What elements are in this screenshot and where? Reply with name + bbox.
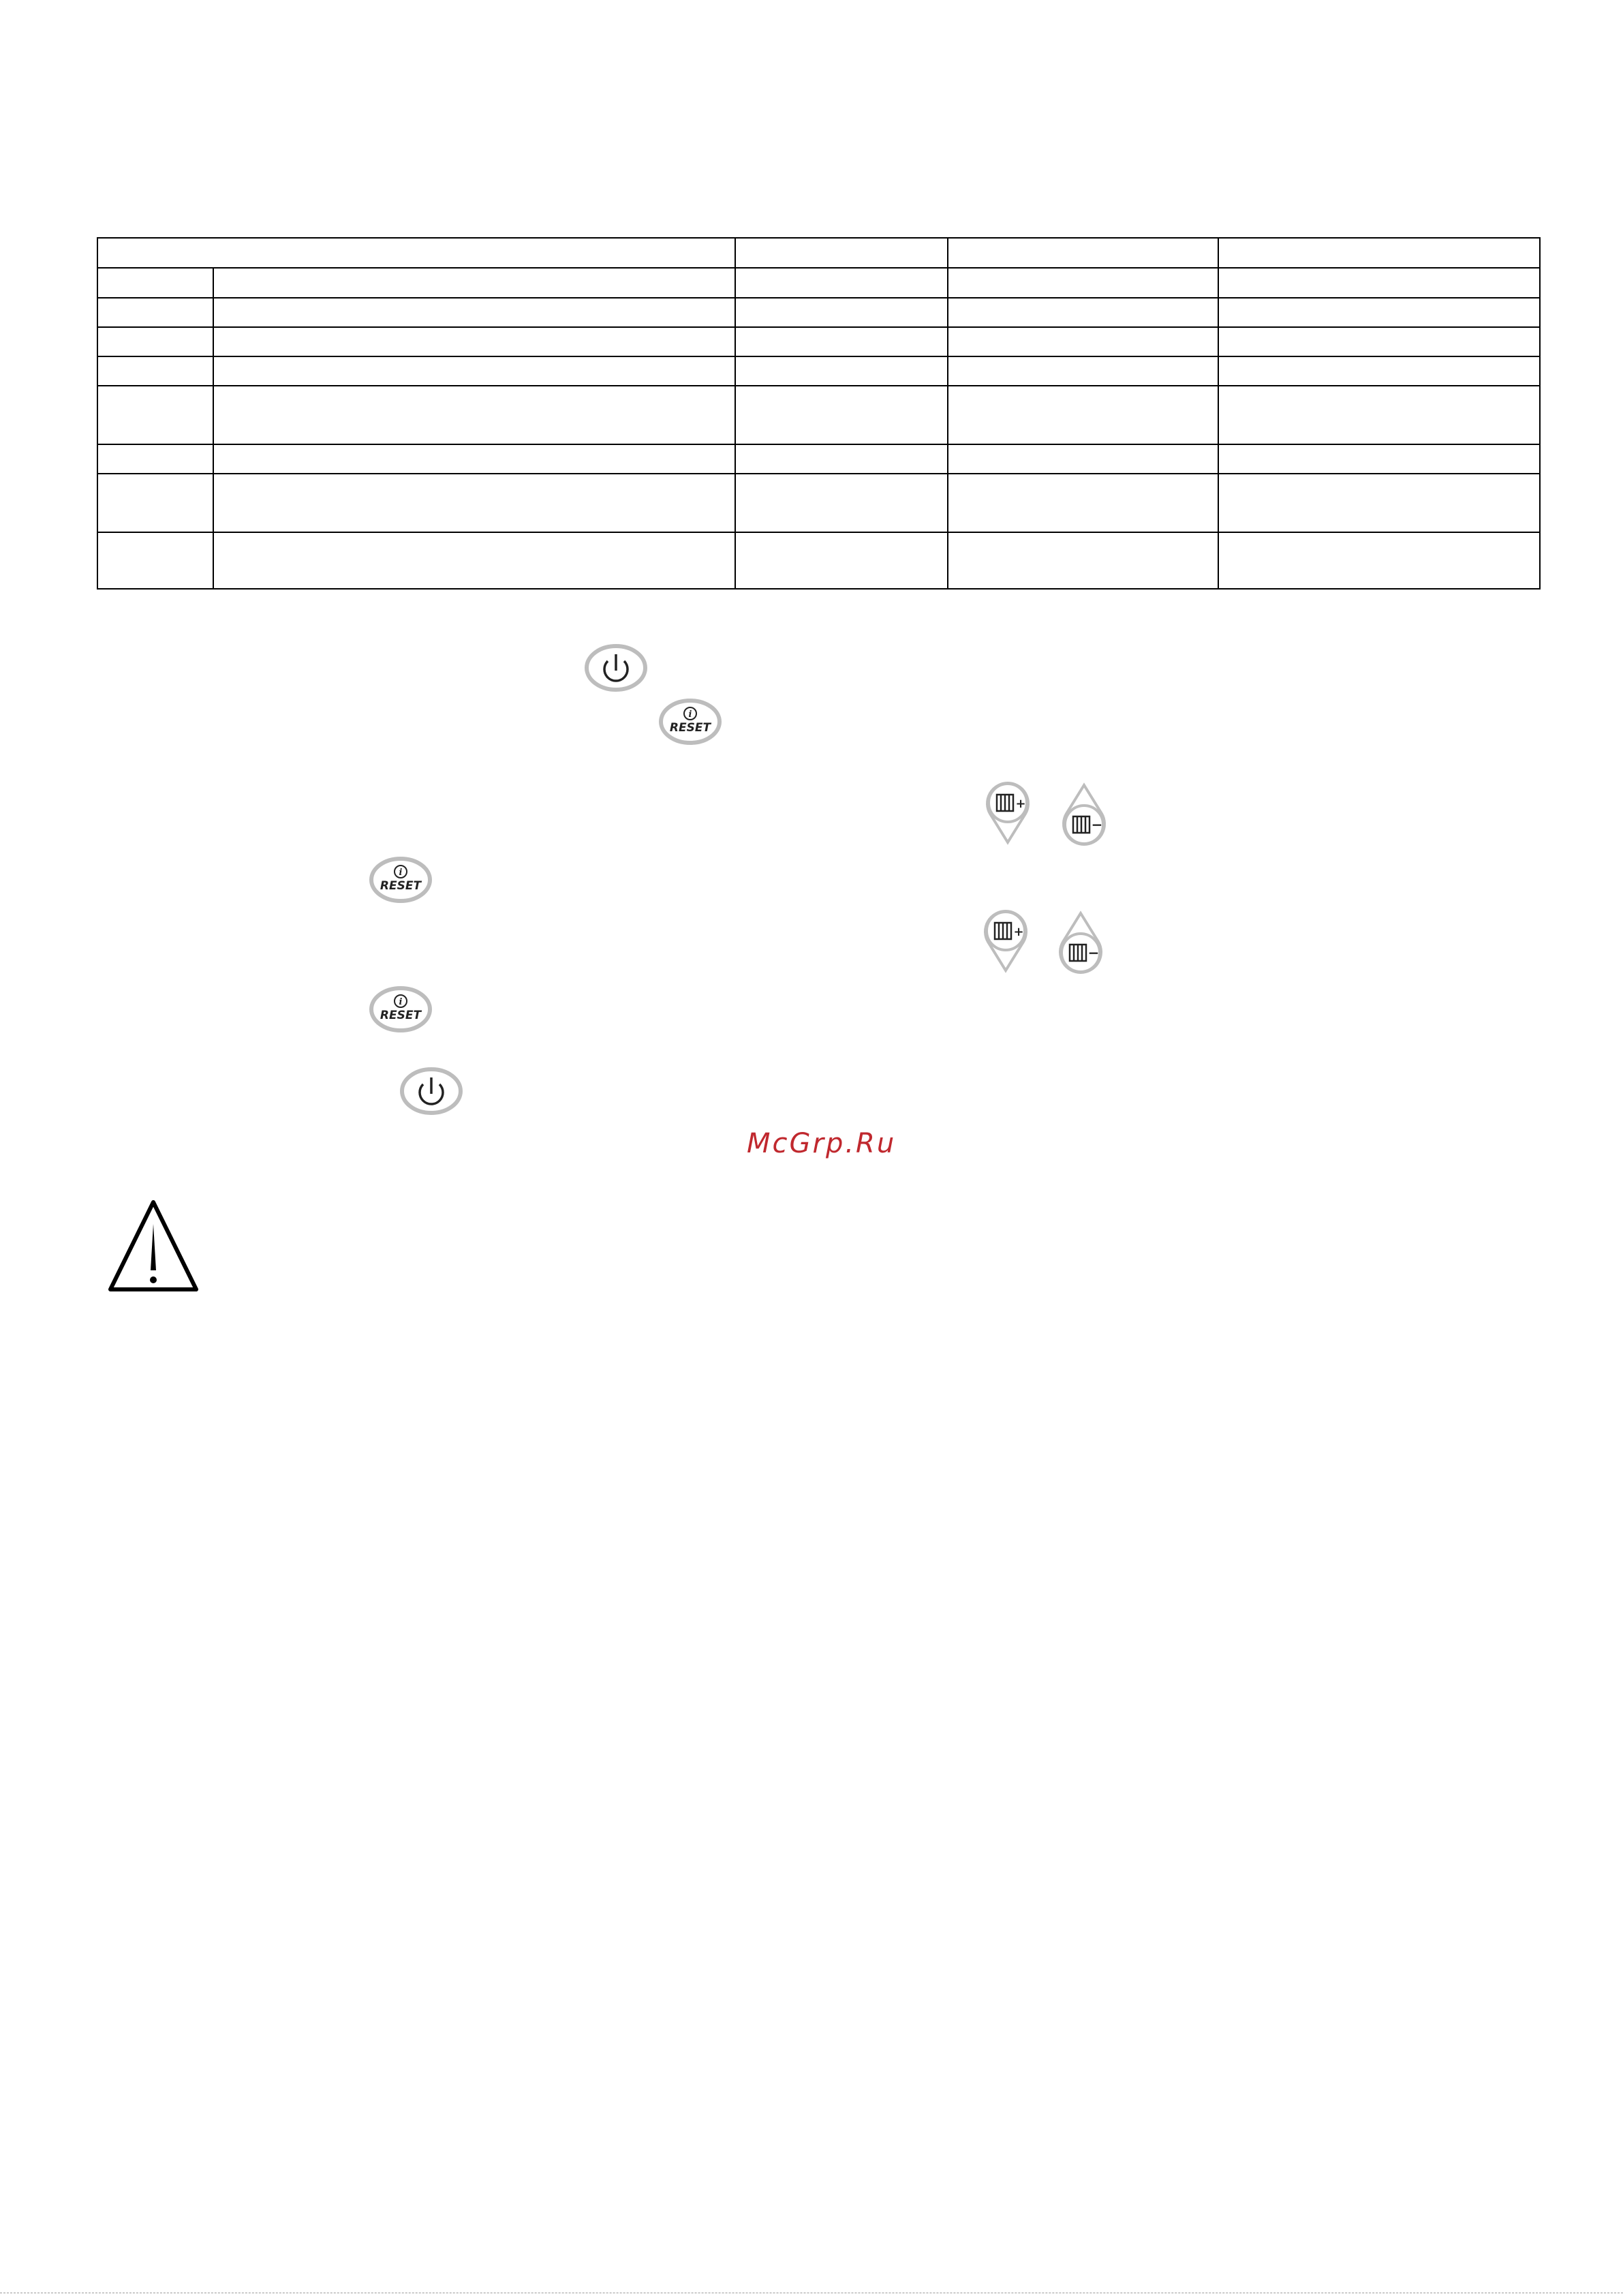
info-reset-icon [369,856,433,904]
radiator-plus-icon [983,780,1032,845]
svg-text:RESET: RESET [380,879,422,893]
power-icon [584,643,648,692]
svg-text:RESET: RESET [380,1009,422,1022]
table-row-divider [98,297,1539,299]
table-row-divider [98,267,1539,269]
table-col-divider [735,239,736,588]
table-row-divider [98,444,1539,445]
table-col-divider [947,239,948,588]
table-row-divider [98,356,1539,357]
svg-text:i: i [399,997,403,1007]
warning-triangle-icon [108,1199,199,1292]
table-row-divider [98,532,1539,533]
info-reset-icon [369,985,433,1033]
radiator-minus-icon [1056,910,1105,976]
info-reset-icon [658,698,722,746]
parameter-table [97,237,1541,590]
svg-text:−: − [1091,816,1103,833]
table-row-divider [98,385,1539,386]
svg-text:−: − [1087,945,1100,961]
table-row-divider [98,326,1539,328]
table-col-divider [213,267,214,588]
svg-text:RESET: RESET [669,721,711,735]
radiator-minus-icon [1060,782,1109,848]
table-col-divider [1218,239,1219,588]
svg-text:i: i [399,868,403,878]
table-row-divider [98,473,1539,474]
svg-text:i: i [688,709,692,720]
svg-text:+: + [1015,797,1026,811]
watermark: McGrp.Ru [747,1128,897,1159]
svg-text:+: + [1013,925,1024,939]
power-icon [399,1067,463,1116]
radiator-plus-icon [981,908,1030,973]
